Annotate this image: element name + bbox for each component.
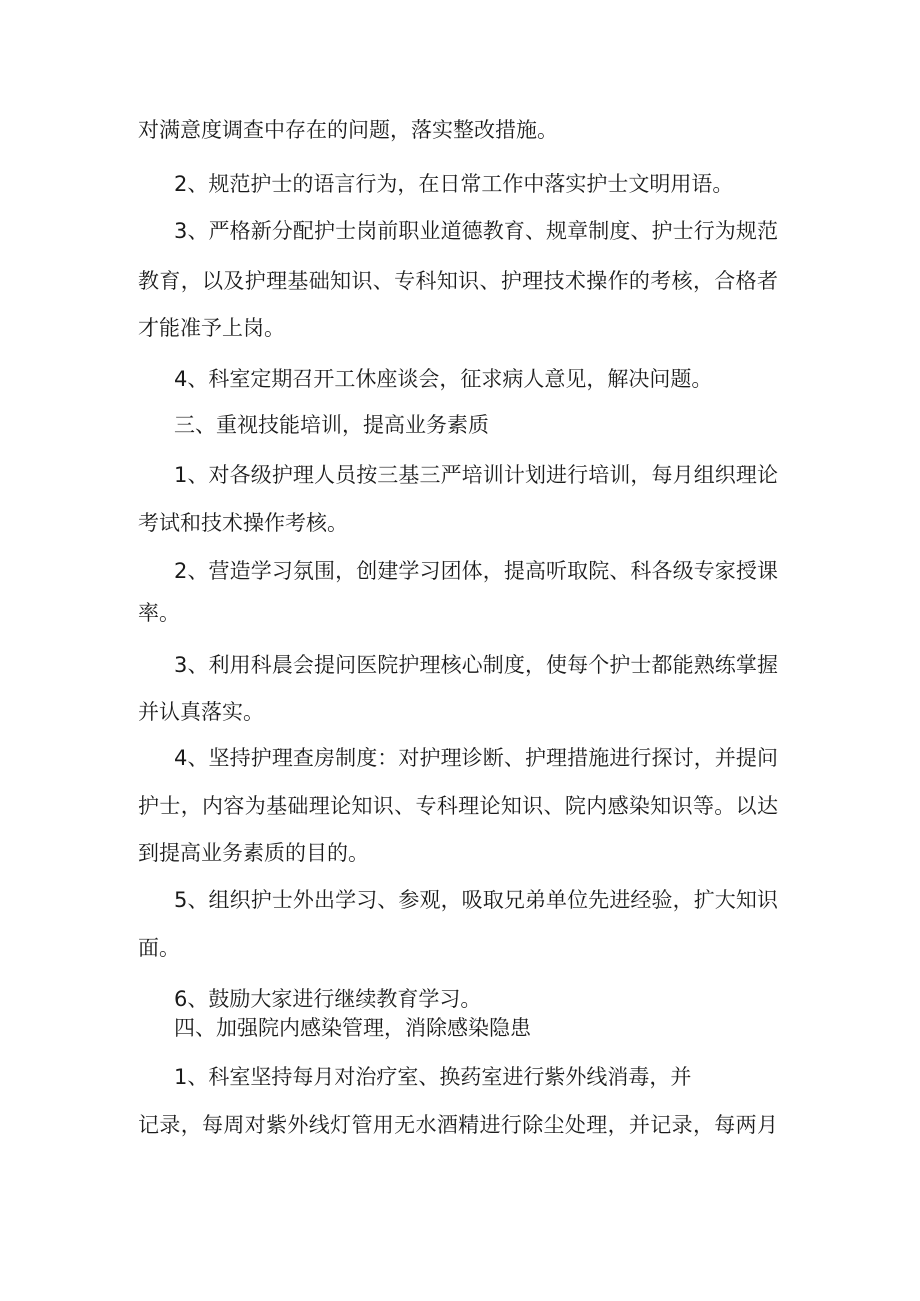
text-line: 3、严格新分配护士岗前职业道德教育、规章制度、护士行为规范	[174, 219, 778, 243]
section-heading: 四、加强院内感染管理，消除感染隐患	[174, 1016, 531, 1040]
text-line: 3、利用科晨会提问医院护理核心制度，使每个护士都能熟练掌握	[174, 653, 778, 677]
text-line: 5、组织护士外出学习、参观，吸取兄弟单位先进经验，扩大知识	[174, 888, 778, 912]
text-line: 2、营造学习氛围，创建学习团体，提高听取院、科各级专家授课	[174, 559, 778, 583]
text-line: 2、规范护士的语言行为，在日常工作中落实护士文明用语。	[174, 172, 734, 196]
text-line: 并认真落实。	[138, 700, 264, 724]
text-line: 考试和技术操作考核。	[138, 511, 348, 535]
text-line: 1、对各级护理人员按三基三严培训计划进行培训，每月组织理论	[174, 463, 778, 487]
text-line: 6、鼓励大家进行继续教育学习。	[174, 987, 482, 1011]
text-line: 1、科室坚持每月对治疗室、换药室进行紫外线消毒，并	[174, 1065, 692, 1089]
text-line: 记录，每周对紫外线灯管用无水酒精进行除尘处理，并记录，每两月	[138, 1113, 778, 1137]
text-line: 4、坚持护理查房制度：对护理诊断、护理措施进行探讨，并提问	[174, 746, 778, 770]
text-line: 对满意度调查中存在的问题，落实整改措施。	[138, 118, 558, 142]
text-line: 护士，内容为基础理论知识、专科理论知识、院内感染知识等。以达	[138, 794, 778, 818]
text-line: 率。	[138, 601, 180, 625]
text-line: 才能准予上岗。	[138, 316, 285, 340]
text-line: 4、科室定期召开工休座谈会，征求病人意见，解决问题。	[174, 367, 713, 391]
text-line: 教育，以及护理基础知识、专科知识、护理技术操作的考核，合格者	[138, 269, 778, 293]
text-line: 面。	[138, 936, 180, 960]
text-line: 到提高业务素质的目的。	[138, 841, 369, 865]
section-heading: 三、重视技能培训，提高业务素质	[174, 413, 489, 437]
